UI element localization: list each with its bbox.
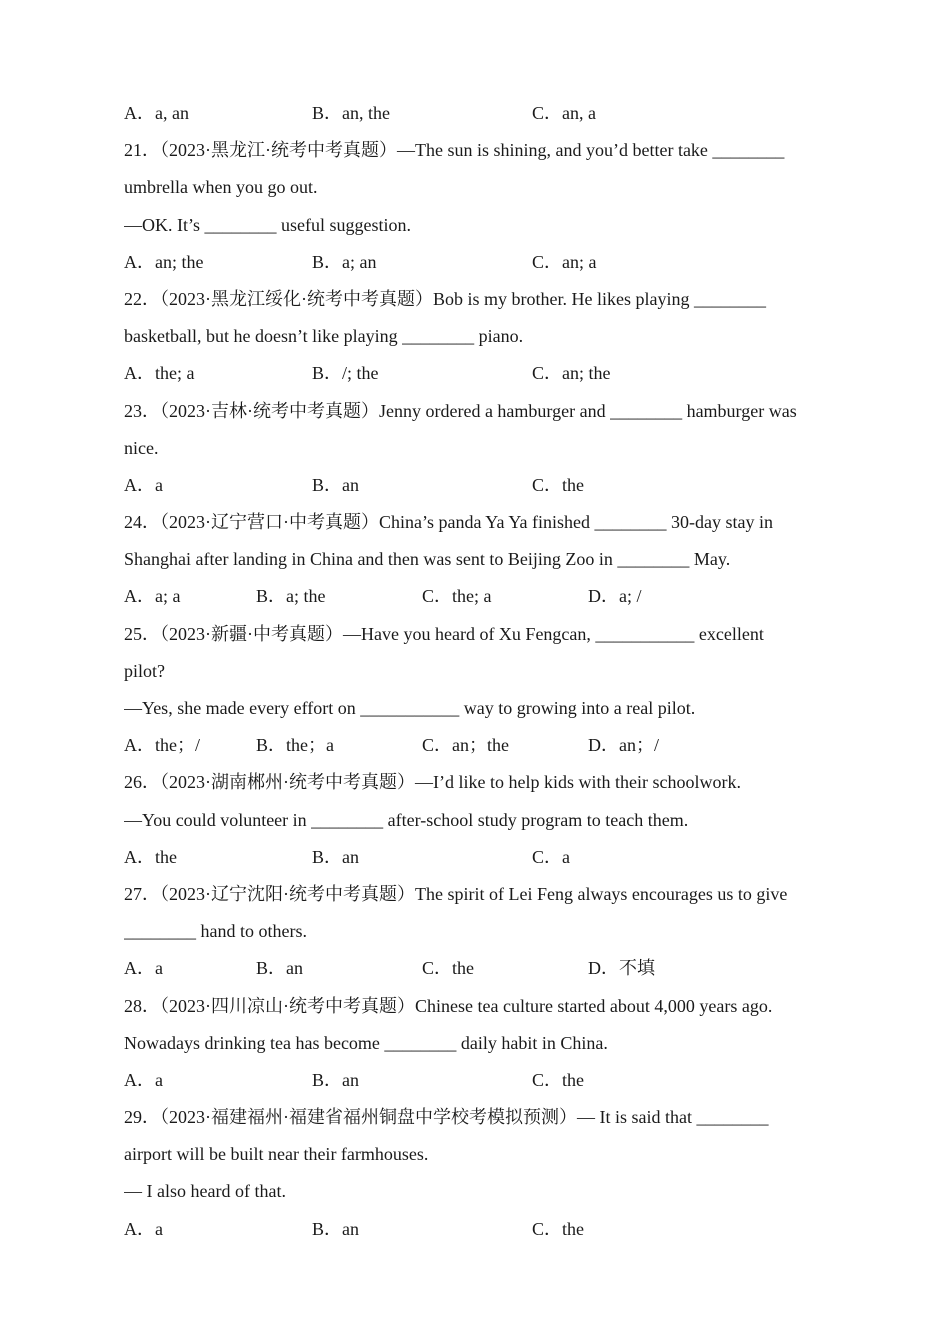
q24-options — [124, 578, 854, 615]
q23-option-b[interactable]: B．an — [312, 474, 359, 495]
q24-line-1: 24．（2023·辽宁营口·中考真题）China’s panda Ya Ya finished ________ 30-day stay in — [124, 512, 773, 533]
q26-options — [124, 839, 854, 876]
question-28 — [124, 988, 854, 1100]
q22-line-1: 22．（2023·黑龙江绥化·统考中考真题）Bob is my brother. He likes playing ________ — [124, 288, 766, 309]
q25-option-d[interactable]: D．an；/ — [588, 735, 659, 756]
q22-option-a[interactable]: A．the; a — [124, 363, 195, 384]
q25-option-c[interactable]: C．an；the — [422, 735, 509, 756]
question-list — [124, 95, 854, 1248]
q21-line-2: umbrella when you go out. — [124, 177, 318, 198]
question-23 — [124, 393, 854, 505]
q26-option-b[interactable]: B．an — [312, 846, 359, 867]
q20-option-a[interactable]: A．a, an — [124, 103, 189, 123]
q22-option-b[interactable]: B．/; the — [312, 363, 379, 384]
q28-line-1: 28．（2023·四川凉山·统考中考真题）Chinese tea culture started about 4,000 years ago. — [124, 995, 773, 1016]
q29-line-1: 29．（2023·福建福州·福建省福州铜盘中学校考模拟预测）— It is said that ________ — [124, 1107, 769, 1128]
q29-option-a[interactable]: A．a — [124, 1218, 163, 1239]
q20-option-b[interactable]: B．an, the — [312, 103, 390, 123]
q25-option-b[interactable]: B．the；a — [256, 735, 334, 756]
q27-line-1: 27．（2023·辽宁沈阳·统考中考真题）The spirit of Lei Feng always encourages us to give — [124, 883, 788, 904]
q27-option-b[interactable]: B．an — [256, 958, 303, 979]
q29-option-b[interactable]: B．an — [312, 1218, 359, 1239]
q21-line-3: —OK. It’s ________ useful suggestion. — [124, 214, 411, 235]
q21-option-a[interactable]: A．an; the — [124, 251, 204, 272]
q22-line-2: basketball, but he doesn’t like playing ________ piano. — [124, 326, 524, 347]
q20-options — [124, 95, 854, 132]
q28-options — [124, 1062, 854, 1099]
q29-line-2: airport will be built near their farmhouses. — [124, 1144, 429, 1165]
question-22 — [124, 281, 854, 393]
question-24 — [124, 504, 854, 616]
q27-option-d[interactable]: D．不填 — [588, 958, 655, 979]
question-27 — [124, 876, 854, 988]
q27-options — [124, 950, 854, 987]
q23-line-2: nice. — [124, 437, 159, 458]
q20-option-c[interactable]: C．an, a — [532, 103, 596, 123]
q26-option-a[interactable]: A．the — [124, 846, 177, 867]
q22-option-c[interactable]: C．an; the — [532, 363, 611, 384]
q25-line-1: 25．（2023·新疆·中考真题）—Have you heard of Xu Fengcan, ___________ excellent — [124, 623, 764, 644]
q23-line-1: 23．（2023·吉林·统考中考真题）Jenny ordered a hamburger and ________ hamburger was — [124, 400, 797, 421]
q23-options — [124, 467, 854, 504]
q25-line-2: pilot? — [124, 660, 165, 681]
q28-line-2: Nowadays drinking tea has become ________ daily habit in China. — [124, 1032, 608, 1053]
q28-option-a[interactable]: A．a — [124, 1069, 163, 1090]
q28-option-c[interactable]: C．the — [532, 1069, 584, 1090]
q24-option-a[interactable]: A．a; a — [124, 586, 181, 607]
q26-line-1: 26．（2023·湖南郴州·统考中考真题）—I’d like to help kids with their schoolwork. — [124, 772, 741, 793]
q23-option-a[interactable]: A．a — [124, 474, 163, 495]
q26-option-c[interactable]: C．a — [532, 846, 570, 867]
q25-option-a[interactable]: A．the；/ — [124, 735, 200, 756]
question-26 — [124, 764, 854, 876]
q29-option-c[interactable]: C．the — [532, 1218, 584, 1239]
q27-line-2: ________ hand to others. — [124, 921, 307, 942]
question-25 — [124, 616, 854, 765]
question-29 — [124, 1099, 854, 1248]
q24-line-2: Shanghai after landing in China and then was sent to Beijing Zoo in ________ May. — [124, 549, 731, 570]
q21-options — [124, 244, 854, 281]
q29-line-3: — I also heard of that. — [124, 1181, 286, 1202]
q27-option-a[interactable]: A．a — [124, 958, 163, 979]
q28-option-b[interactable]: B．an — [312, 1069, 359, 1090]
q29-options — [124, 1211, 854, 1248]
q24-option-b[interactable]: B．a; the — [256, 586, 326, 607]
q24-option-d[interactable]: D．a; / — [588, 586, 642, 607]
question-21 — [124, 132, 854, 281]
q21-option-b[interactable]: B．a; an — [312, 251, 377, 272]
q26-line-2: —You could volunteer in ________ after-school study program to teach them. — [124, 809, 689, 830]
q25-line-3: —Yes, she made every effort on ___________ way to growing into a real pilot. — [124, 698, 696, 718]
q23-option-c[interactable]: C．the — [532, 474, 584, 495]
q27-option-c[interactable]: C．the — [422, 958, 474, 979]
q21-option-c[interactable]: C．an; a — [532, 251, 597, 272]
q24-option-c[interactable]: C．the; a — [422, 586, 492, 607]
q25-options — [124, 727, 854, 764]
q21-line-1: 21．（2023·黑龙江·统考中考真题）—The sun is shining, and you’d better take ________ — [124, 140, 785, 161]
q22-options — [124, 355, 854, 392]
